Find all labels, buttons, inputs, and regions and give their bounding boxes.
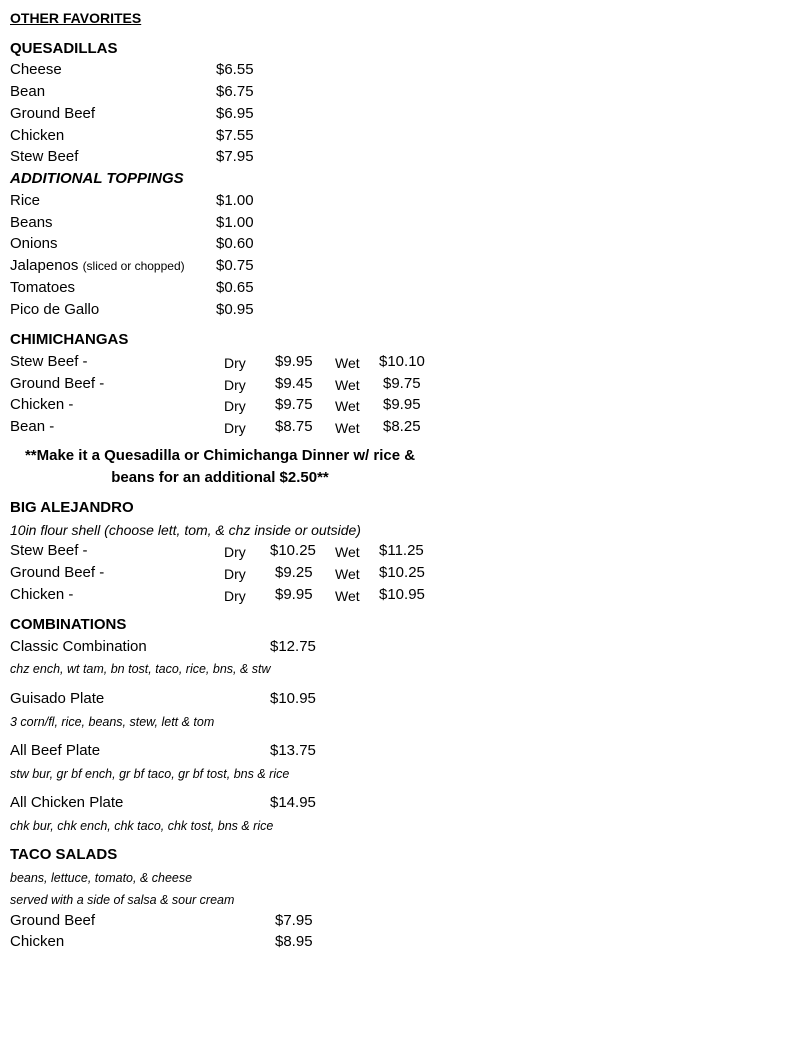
wet-label: Wet [335, 420, 360, 436]
taco-salads-description-1: beans, lettuce, tomato, & cheese [10, 871, 193, 885]
item-price: $7.55 [216, 127, 254, 144]
item-description: chz ench, wt tam, bn tost, taco, rice, bns, & stw [10, 662, 271, 676]
item-price: $6.75 [216, 83, 254, 100]
item-price: $7.95 [216, 148, 254, 165]
item-name: Chicken - [10, 586, 74, 603]
item-name: Stew Beef - [10, 542, 88, 559]
wet-label: Wet [335, 566, 360, 582]
item-name: All Beef Plate [10, 742, 101, 759]
wet-label: Wet [335, 544, 360, 560]
item-name: Tomatoes [10, 279, 76, 296]
item-name: Stew Beef - [10, 353, 88, 370]
item-price: $12.75 [270, 638, 316, 655]
toppings-heading: ADDITIONAL TOPPINGS [10, 170, 184, 187]
item-name: Ground Beef [10, 105, 96, 122]
dry-label: Dry [224, 420, 246, 436]
item-name: Chicken - [10, 396, 74, 413]
item-name: Guisado Plate [10, 690, 105, 707]
dry-label: Dry [224, 355, 246, 371]
taco-salads-description-2: served with a side of salsa & sour cream [10, 893, 235, 907]
item-name [10, 256, 185, 276]
item-price: $14.95 [270, 794, 316, 811]
dry-price: $8.75 [275, 418, 313, 435]
item-description: chk bur, chk ench, chk taco, chk tost, bns & rice [10, 819, 274, 833]
item-name: Ground Beef - [10, 375, 105, 392]
dry-price: $9.45 [275, 375, 313, 392]
item-name: Chicken [10, 127, 65, 144]
wet-price: $9.75 [383, 375, 421, 392]
item-name: Pico de Gallo [10, 301, 100, 318]
dry-label: Dry [224, 588, 246, 604]
wet-price: $9.95 [383, 396, 421, 413]
dry-price: $9.95 [275, 586, 313, 603]
dry-label: Dry [224, 544, 246, 560]
wet-price: $11.25 [379, 542, 424, 559]
item-price: $0.65 [216, 279, 254, 296]
item-name: All Chicken Plate [10, 794, 124, 811]
big-alejandro-description: 10in flour shell (choose lett, tom, & chz inside or outside) [10, 522, 361, 538]
wet-label: Wet [335, 377, 360, 393]
item-price: $1.00 [216, 192, 254, 209]
combinations-heading: COMBINATIONS [10, 616, 127, 633]
wet-price: $10.25 [379, 564, 425, 581]
item-price: $0.95 [216, 301, 254, 318]
wet-price: $8.25 [383, 418, 421, 435]
chimichangas-heading: CHIMICHANGAS [10, 331, 129, 348]
item-price: $13.75 [270, 742, 316, 759]
item-price: $6.55 [216, 61, 254, 78]
dry-price: $9.75 [275, 396, 313, 413]
item-name: Ground Beef - [10, 564, 105, 581]
item-name: Stew Beef [10, 148, 79, 165]
item-name: Ground Beef [10, 912, 96, 929]
item-price: $10.95 [270, 690, 316, 707]
dry-label: Dry [224, 377, 246, 393]
item-price: $0.60 [216, 235, 254, 252]
wet-label: Wet [335, 355, 360, 371]
item-name-text: Jalapenos [10, 257, 79, 274]
taco-salads-heading: TACO SALADS [10, 846, 118, 863]
dry-label: Dry [224, 566, 246, 582]
page-title: OTHER FAVORITES [10, 10, 142, 26]
item-name: Onions [10, 235, 58, 252]
item-price: $7.95 [275, 912, 313, 929]
wet-label: Wet [335, 588, 360, 604]
item-name: Beans [10, 214, 53, 231]
item-name: Chicken [10, 933, 65, 950]
item-description: 3 corn/fl, rice, beans, stew, lett & tom [10, 715, 215, 729]
dry-label: Dry [224, 398, 246, 414]
item-name: Rice [10, 192, 41, 209]
dry-price: $10.25 [270, 542, 316, 559]
dinner-note-line1: **Make it a Quesadilla or Chimichanga Dinner w/ rice & [24, 447, 416, 464]
dry-price: $9.95 [275, 353, 313, 370]
dry-price: $9.25 [275, 564, 313, 581]
item-description: stw bur, gr bf ench, gr bf taco, gr bf tost, bns & rice [10, 767, 290, 781]
item-name: Bean - [10, 418, 55, 435]
item-price: $8.95 [275, 933, 313, 950]
item-price: $1.00 [216, 214, 254, 231]
wet-label: Wet [335, 398, 360, 414]
item-price: $6.95 [216, 105, 254, 122]
quesadillas-heading: QUESADILLAS [10, 40, 118, 57]
item-name: Cheese [10, 61, 62, 78]
item-price: $0.75 [216, 257, 254, 274]
item-note: (sliced or chopped) [82, 259, 185, 273]
wet-price: $10.10 [379, 353, 425, 370]
big-alejandro-heading: BIG ALEJANDRO [10, 499, 134, 516]
item-name: Bean [10, 83, 46, 100]
item-name: Classic Combination [10, 638, 147, 655]
wet-price: $10.95 [379, 586, 425, 603]
dinner-note-line2: beans for an additional $2.50** [111, 469, 329, 486]
